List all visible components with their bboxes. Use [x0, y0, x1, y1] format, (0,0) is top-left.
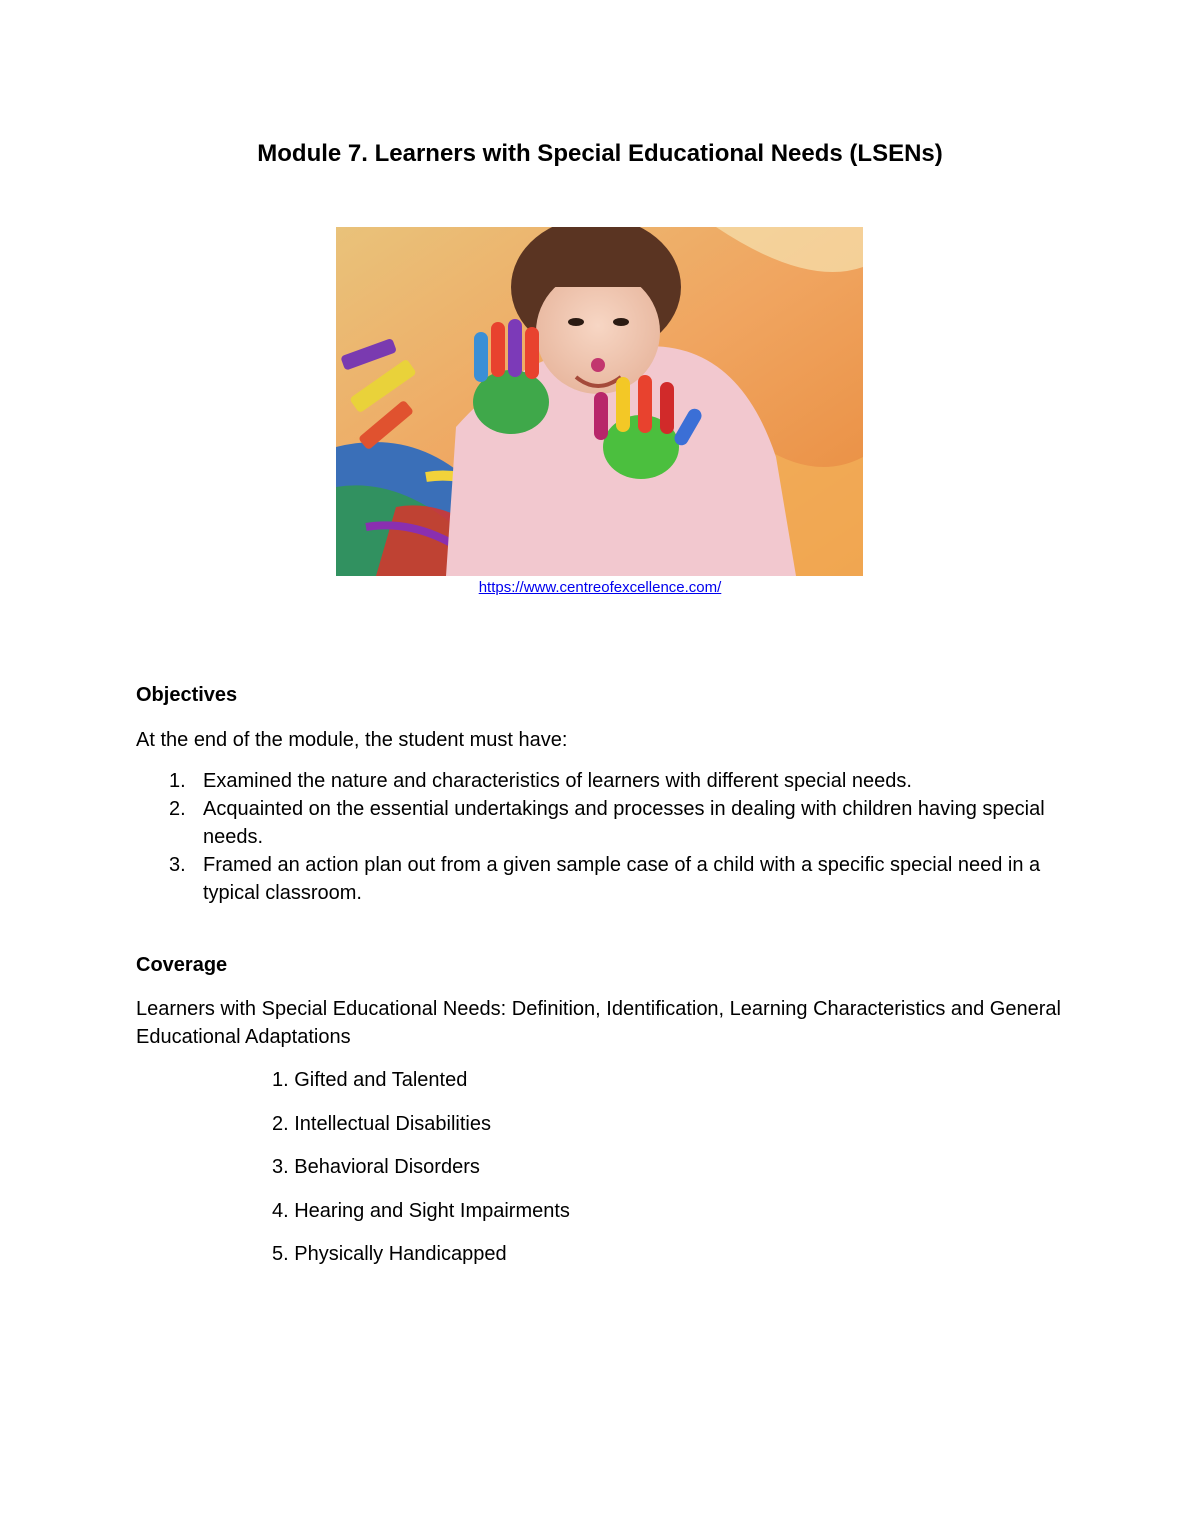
objectives-list: [136, 767, 1066, 907]
image-source-link[interactable]: https://www.centreofexcellence.com/: [478, 579, 722, 596]
list-item: 2. Intellectual Disabilities: [272, 1112, 491, 1135]
coverage-list: [272, 1066, 570, 1284]
list-item: 3. Behavioral Disorders: [272, 1156, 480, 1178]
list-item: [136, 851, 1066, 907]
list-item: 5. Physically Handicapped: [272, 1243, 507, 1265]
list-item-number: 3.: [169, 854, 186, 876]
coverage-intro: Learners with Special Educational Needs: Definition, Identification, Learning Characteristics and General Educational Adaptations: [136, 998, 1061, 1048]
list-item-text: Examined the nature and characteristics of learners with different special needs.: [203, 770, 912, 792]
list-item-number: 2.: [169, 798, 186, 820]
objectives-heading: Objectives: [136, 684, 238, 706]
list-item: [136, 795, 1066, 851]
list-item: 4. Hearing and Sight Impairments: [272, 1199, 570, 1222]
objectives-intro: At the end of the module, the student must have:: [136, 729, 568, 751]
list-item-text: Framed an action plan out from a given sample case of a child with a specific special need in a typical classroom.: [203, 854, 1041, 904]
page-title: Module 7. Learners with Special Educational Needs (LSENs): [257, 140, 943, 167]
list-item: [136, 767, 1066, 795]
list-item-number: 1.: [169, 770, 186, 792]
coverage-heading: Coverage: [136, 954, 228, 976]
list-item: 1. Gifted and Talented: [272, 1069, 468, 1091]
photo-child-painted-hands: [336, 227, 863, 576]
list-item-text: Acquainted on the essential undertakings and processes in dealing with children having special needs.: [203, 798, 1045, 848]
